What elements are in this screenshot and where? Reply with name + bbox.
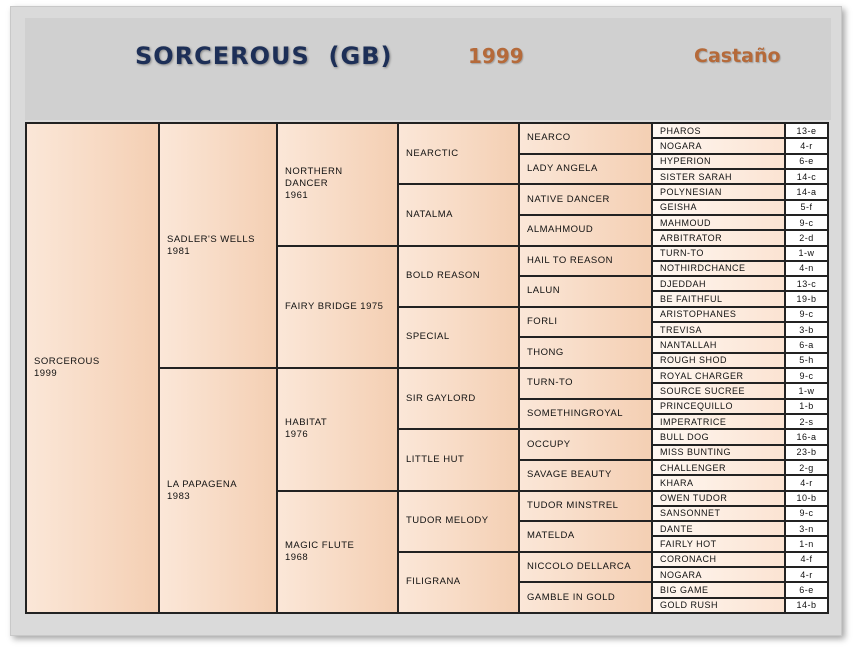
gen5-ancestor: BE FAITHFUL xyxy=(652,291,785,306)
family-number: 4-f xyxy=(785,552,828,567)
gen4-ancestor: THONG xyxy=(519,337,652,368)
gen5-ancestor: ROYAL CHARGER xyxy=(652,368,785,383)
gen5-ancestor: PRINCEQUILLO xyxy=(652,399,785,414)
gen4-ancestor: TURN-TO xyxy=(519,368,652,399)
family-number: 6-a xyxy=(785,337,828,352)
gen5-ancestor: TREVISA xyxy=(652,322,785,337)
family-number: 14-a xyxy=(785,184,828,199)
great-grandparent: NATALMA xyxy=(398,184,519,245)
gen4-ancestor: NICCOLO DELLARCA xyxy=(519,552,652,583)
gen5-ancestor: SANSONNET xyxy=(652,506,785,521)
gen5-ancestor: KHARA xyxy=(652,475,785,490)
family-number: 3-n xyxy=(785,521,828,536)
great-grandparent: BOLD REASON xyxy=(398,246,519,307)
gen5-ancestor: SISTER SARAH xyxy=(652,169,785,184)
family-number: 4-r xyxy=(785,138,828,153)
family-number: 14-c xyxy=(785,169,828,184)
great-grandparent: FILIGRANA xyxy=(398,552,519,613)
horse-name: SORCEROUS (GB) xyxy=(135,42,393,70)
gen4-ancestor: MATELDA xyxy=(519,521,652,552)
gen4-ancestor: ALMAHMOUD xyxy=(519,215,652,246)
gen5-ancestor: ARBITRATOR xyxy=(652,230,785,245)
gen4-ancestor: LADY ANGELA xyxy=(519,154,652,185)
gen5-ancestor: ROUGH SHOD xyxy=(652,353,785,368)
family-number: 9-c xyxy=(785,506,828,521)
gen4-ancestor: OCCUPY xyxy=(519,429,652,460)
grandparent: MAGIC FLUTE 1968 xyxy=(277,491,398,614)
grandparent: HABITAT 1976 xyxy=(277,368,398,491)
family-number: 6-e xyxy=(785,582,828,597)
family-number: 1-n xyxy=(785,536,828,551)
great-grandparent: LITTLE HUT xyxy=(398,429,519,490)
family-number: 4-r xyxy=(785,475,828,490)
gen5-ancestor: BULL DOG xyxy=(652,429,785,444)
sire-dam: LA PAPAGENA 1983 xyxy=(159,368,277,613)
family-number: 2-g xyxy=(785,460,828,475)
family-number: 3-b xyxy=(785,322,828,337)
gen5-ancestor: NOTHIRDCHANCE xyxy=(652,261,785,276)
gen5-ancestor: NOGARA xyxy=(652,567,785,582)
gen5-ancestor: IMPERATRICE xyxy=(652,414,785,429)
gen4-ancestor: NATIVE DANCER xyxy=(519,184,652,215)
gen4-ancestor: FORLI xyxy=(519,307,652,338)
gen5-ancestor: DANTE xyxy=(652,521,785,536)
gen5-ancestor: MISS BUNTING xyxy=(652,445,785,460)
family-number: 1-b xyxy=(785,399,828,414)
subject-horse: SORCEROUS 1999 xyxy=(26,123,159,613)
gen5-ancestor: NANTALLAH xyxy=(652,337,785,352)
family-number: 1-w xyxy=(785,246,828,261)
gen5-ancestor: GOLD RUSH xyxy=(652,598,785,613)
gen5-ancestor: DJEDDAH xyxy=(652,276,785,291)
grandparent: FAIRY BRIDGE 1975 xyxy=(277,246,398,369)
grandparent: NORTHERN DANCER 1961 xyxy=(277,123,398,246)
family-number: 1-w xyxy=(785,383,828,398)
gen5-ancestor: OWEN TUDOR xyxy=(652,491,785,506)
gen5-ancestor: BIG GAME xyxy=(652,582,785,597)
gen5-ancestor: NOGARA xyxy=(652,138,785,153)
gen4-ancestor: GAMBLE IN GOLD xyxy=(519,582,652,613)
birth-year: 1999 xyxy=(468,44,524,68)
gen5-ancestor: ARISTOPHANES xyxy=(652,307,785,322)
family-number: 9-c xyxy=(785,215,828,230)
family-number: 13-e xyxy=(785,123,828,138)
gen4-ancestor: SAVAGE BEAUTY xyxy=(519,460,652,491)
gen5-ancestor: MAHMOUD xyxy=(652,215,785,230)
gen5-ancestor: PHAROS xyxy=(652,123,785,138)
gen5-ancestor: HYPERION xyxy=(652,154,785,169)
gen5-ancestor: TURN-TO xyxy=(652,246,785,261)
family-number: 10-b xyxy=(785,491,828,506)
gen5-ancestor: POLYNESIAN xyxy=(652,184,785,199)
family-number: 14-b xyxy=(785,598,828,613)
family-number: 2-s xyxy=(785,414,828,429)
pedigree-table xyxy=(25,122,829,614)
great-grandparent: SIR GAYLORD xyxy=(398,368,519,429)
family-number: 23-b xyxy=(785,445,828,460)
family-number: 4-r xyxy=(785,567,828,582)
gen4-ancestor: NEARCO xyxy=(519,123,652,154)
great-grandparent: TUDOR MELODY xyxy=(398,491,519,552)
coat-color: Castaño xyxy=(694,45,781,67)
family-number: 4-n xyxy=(785,261,828,276)
family-number: 2-d xyxy=(785,230,828,245)
gen5-ancestor: FAIRLY HOT xyxy=(652,536,785,551)
gen5-ancestor: CHALLENGER xyxy=(652,460,785,475)
gen5-ancestor: GEISHA xyxy=(652,200,785,215)
gen4-ancestor: LALUN xyxy=(519,276,652,307)
sire-dam: SADLER'S WELLS 1981 xyxy=(159,123,277,368)
great-grandparent: SPECIAL xyxy=(398,307,519,368)
family-number: 19-b xyxy=(785,291,828,306)
gen4-ancestor: SOMETHINGROYAL xyxy=(519,399,652,430)
family-number: 13-c xyxy=(785,276,828,291)
great-grandparent: NEARCTIC xyxy=(398,123,519,184)
family-number: 16-a xyxy=(785,429,828,444)
gen5-ancestor: SOURCE SUCREE xyxy=(652,383,785,398)
gen4-ancestor: HAIL TO REASON xyxy=(519,246,652,277)
family-number: 6-e xyxy=(785,154,828,169)
family-number: 9-c xyxy=(785,368,828,383)
family-number: 5-f xyxy=(785,200,828,215)
gen5-ancestor: CORONACH xyxy=(652,552,785,567)
family-number: 5-h xyxy=(785,353,828,368)
gen4-ancestor: TUDOR MINSTREL xyxy=(519,491,652,522)
family-number: 9-c xyxy=(785,307,828,322)
